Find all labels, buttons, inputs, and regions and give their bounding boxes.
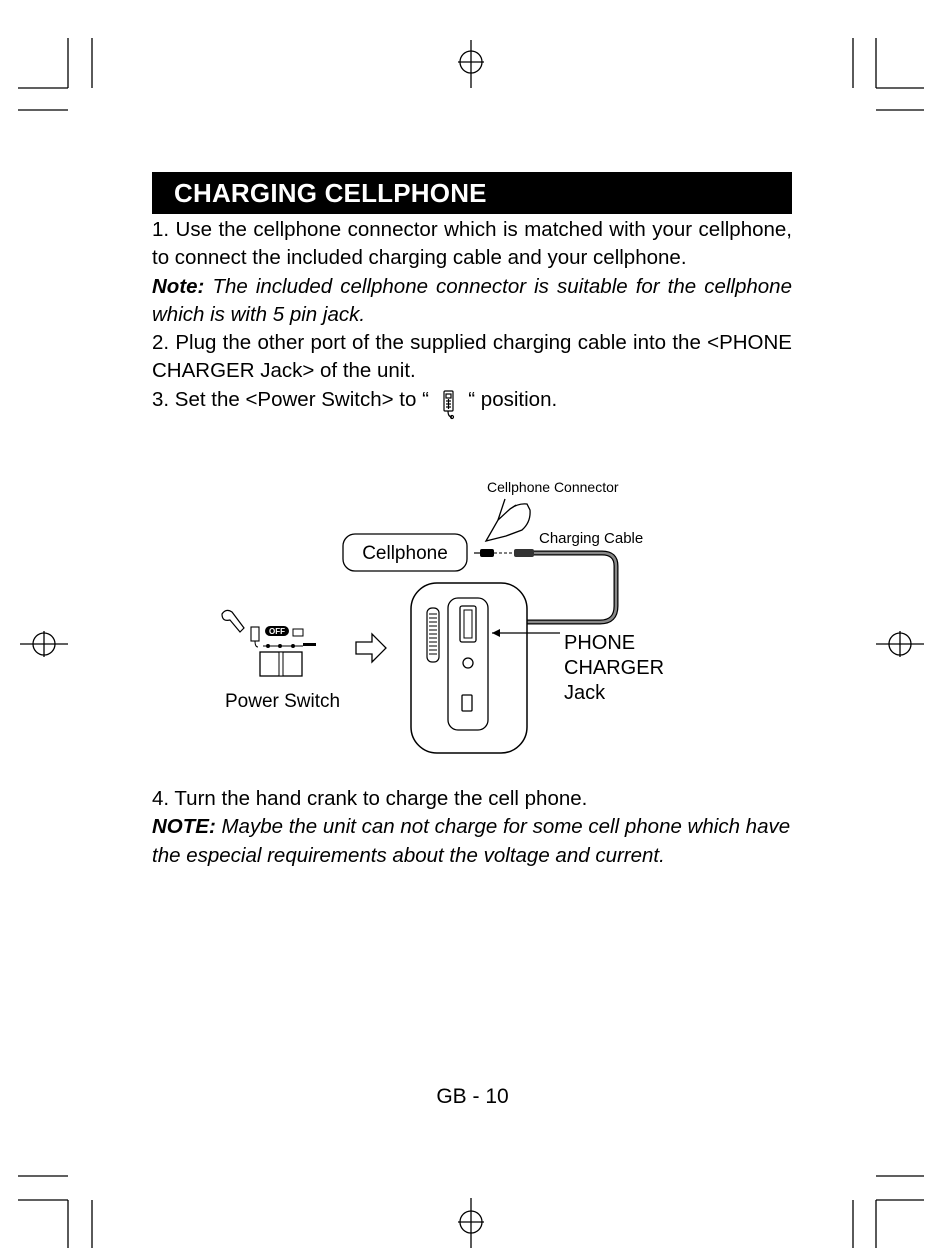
power-switch-label: Power Switch <box>225 691 341 712</box>
switch-off-label: OFF <box>269 627 285 636</box>
note-1-text: The included cellphone connector is suitable for the cellphone which is with 5 pin jack. <box>152 274 792 326</box>
phone-charge-icon <box>435 390 463 420</box>
power-switch-illustration <box>222 610 316 676</box>
page-number: GB - 10 <box>436 1085 509 1108</box>
step-3-after: “ position. <box>462 387 558 411</box>
note-1 <box>152 273 792 330</box>
jack-label-1: PHONE <box>564 632 636 654</box>
radio-unit-icon <box>411 583 527 753</box>
note-1-label: Note: <box>152 274 205 298</box>
step-2: 2. Plug the other port of the supplied charging cable into the <PHONE CHARGER Jack> of the unit. <box>152 331 792 383</box>
cable-label: Charging Cable <box>539 530 644 547</box>
note-2-label: NOTE: <box>152 815 216 839</box>
cellphone-connector-plug <box>474 549 534 557</box>
charging-cable <box>526 553 616 622</box>
charging-diagram <box>0 470 950 770</box>
jack-label-3: Jack <box>564 682 606 704</box>
step-3 <box>152 386 792 420</box>
jack-label-2: CHARGER <box>564 657 665 679</box>
cellphone-label: Cellphone <box>362 543 448 564</box>
connector-label: Cellphone Connector <box>487 479 619 495</box>
step-4: 4. Turn the hand crank to charge the cell phone. <box>152 787 588 810</box>
hand-icon <box>222 610 244 632</box>
instructions <box>152 216 792 420</box>
note-2 <box>152 813 792 870</box>
step-1: 1. Use the cellphone connector which is matched with your cellphone, to connect the included charging cable and your cellphone. <box>152 218 792 270</box>
section-title: CHARGING CELLPHONE <box>152 172 792 214</box>
arrow-right-icon <box>356 634 386 662</box>
step-3-before: 3. Set the <Power Switch> to “ <box>152 387 435 411</box>
lower-instructions <box>152 785 792 870</box>
note-2-text: Maybe the unit can not charge for some cell phone which have the especial requirements about the voltage and current. <box>152 815 791 867</box>
pointing-hand-icon <box>486 499 530 541</box>
